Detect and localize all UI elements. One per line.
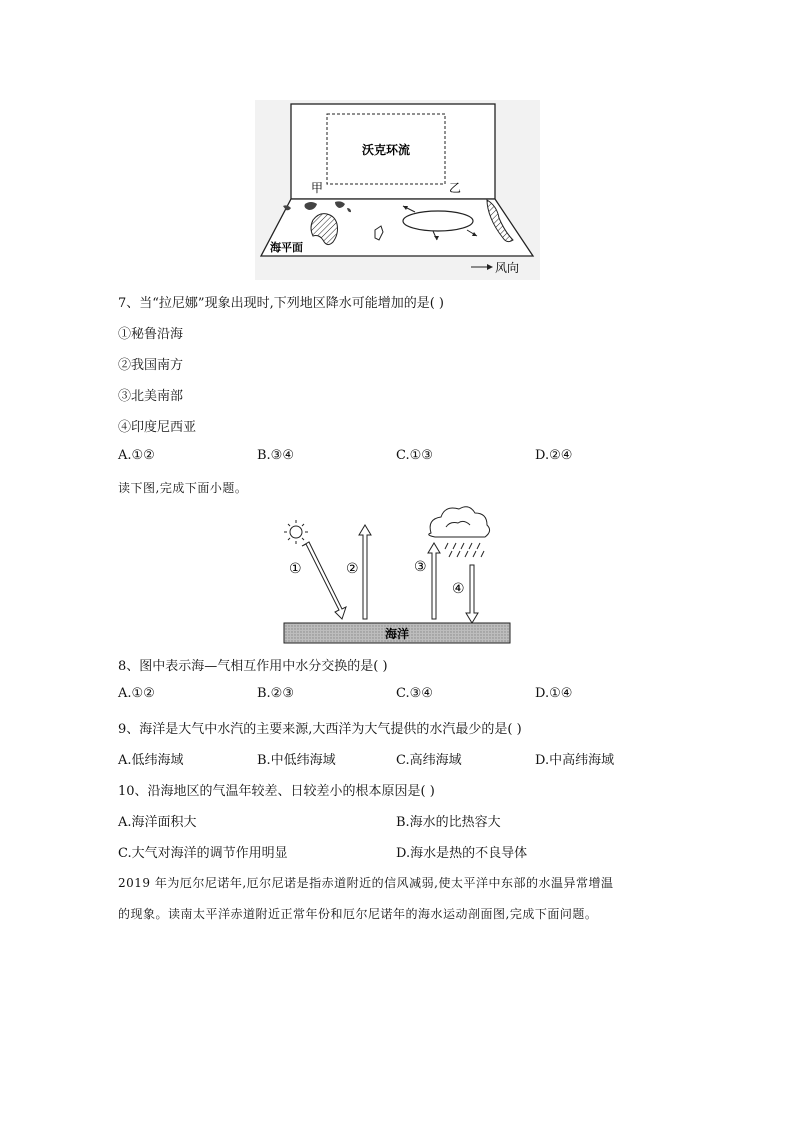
ocean-label: 海洋 (384, 627, 410, 641)
q9-option-a[interactable]: A.低纬海域 (118, 753, 184, 768)
q8-option-b[interactable]: B.②③ (257, 686, 294, 701)
q10-stem: 10、沿海地区的气温年较差、日较差小的根本原因是( ) (118, 784, 435, 799)
q7-option-b[interactable]: B.③④ (257, 448, 294, 463)
q9-stem: 9、海洋是大气中水汽的主要来源,大西洋为大气提供的水汽最少的是( ) (118, 722, 522, 737)
arrow-1 (302, 542, 346, 619)
q7-item-2: ②我国南方 (118, 358, 184, 373)
wind-label: 风向 (495, 261, 520, 275)
intro-read-figure: 读下图,完成下面小题。 (118, 481, 248, 495)
yi-label: 乙 (449, 181, 462, 195)
q7-stem: 7、当“拉尼娜”现象出现时,下列地区降水可能增加的是( ) (118, 296, 444, 311)
q7-option-d[interactable]: D.②④ (535, 448, 573, 463)
sun-icon (284, 520, 308, 544)
q10-option-c[interactable]: C.大气对海洋的调节作用明显 (118, 846, 288, 861)
intro-el-nino-line-2: 的现象。读南太平洋赤道附近正常年份和厄尔尼诺年的海水运动剖面图,完成下面问题。 (118, 907, 598, 921)
q7-item-3: ③北美南部 (118, 389, 184, 404)
label-3: ③ (414, 559, 427, 575)
q7-item-4: ④印度尼西亚 (118, 420, 197, 435)
label-1: ① (289, 561, 302, 577)
label-4: ④ (452, 581, 465, 597)
air-sea-exchange-figure (276, 505, 516, 647)
q8-option-a[interactable]: A.①② (118, 686, 155, 701)
q7-option-a[interactable]: A.①② (118, 448, 155, 463)
q10-option-b[interactable]: B.海水的比热容大 (396, 815, 501, 830)
q8-stem: 8、图中表示海—气相互作用中水分交换的是( ) (118, 659, 388, 674)
q9-option-b[interactable]: B.中低纬海域 (257, 753, 336, 768)
walker-circulation-figure (255, 100, 540, 280)
walker-label: 沃克环流 (361, 143, 411, 157)
q9-option-d[interactable]: D.中高纬海域 (535, 753, 615, 768)
q10-option-d[interactable]: D.海水是热的不良导体 (396, 846, 528, 861)
q8-option-d[interactable]: D.①④ (535, 686, 573, 701)
sea-surface-label: 海平面 (270, 241, 303, 254)
q7-option-c[interactable]: C.①③ (396, 448, 433, 463)
q7-item-1: ①秘鲁沿海 (118, 327, 184, 342)
q10-option-a[interactable]: A.海洋面积大 (118, 815, 197, 830)
intro-el-nino-line-1: 2019 年为厄尔尼诺年,厄尔尼诺是指赤道附近的信风减弱,使太平洋中东部的水温异常增温 (118, 876, 614, 890)
label-2: ② (346, 561, 359, 577)
arrow-2 (359, 525, 371, 619)
jia-label: 甲 (311, 181, 324, 195)
arrow-4 (466, 565, 478, 623)
arrow-3 (428, 543, 440, 619)
q9-option-c[interactable]: C.高纬海域 (396, 753, 462, 768)
q8-option-c[interactable]: C.③④ (396, 686, 433, 701)
